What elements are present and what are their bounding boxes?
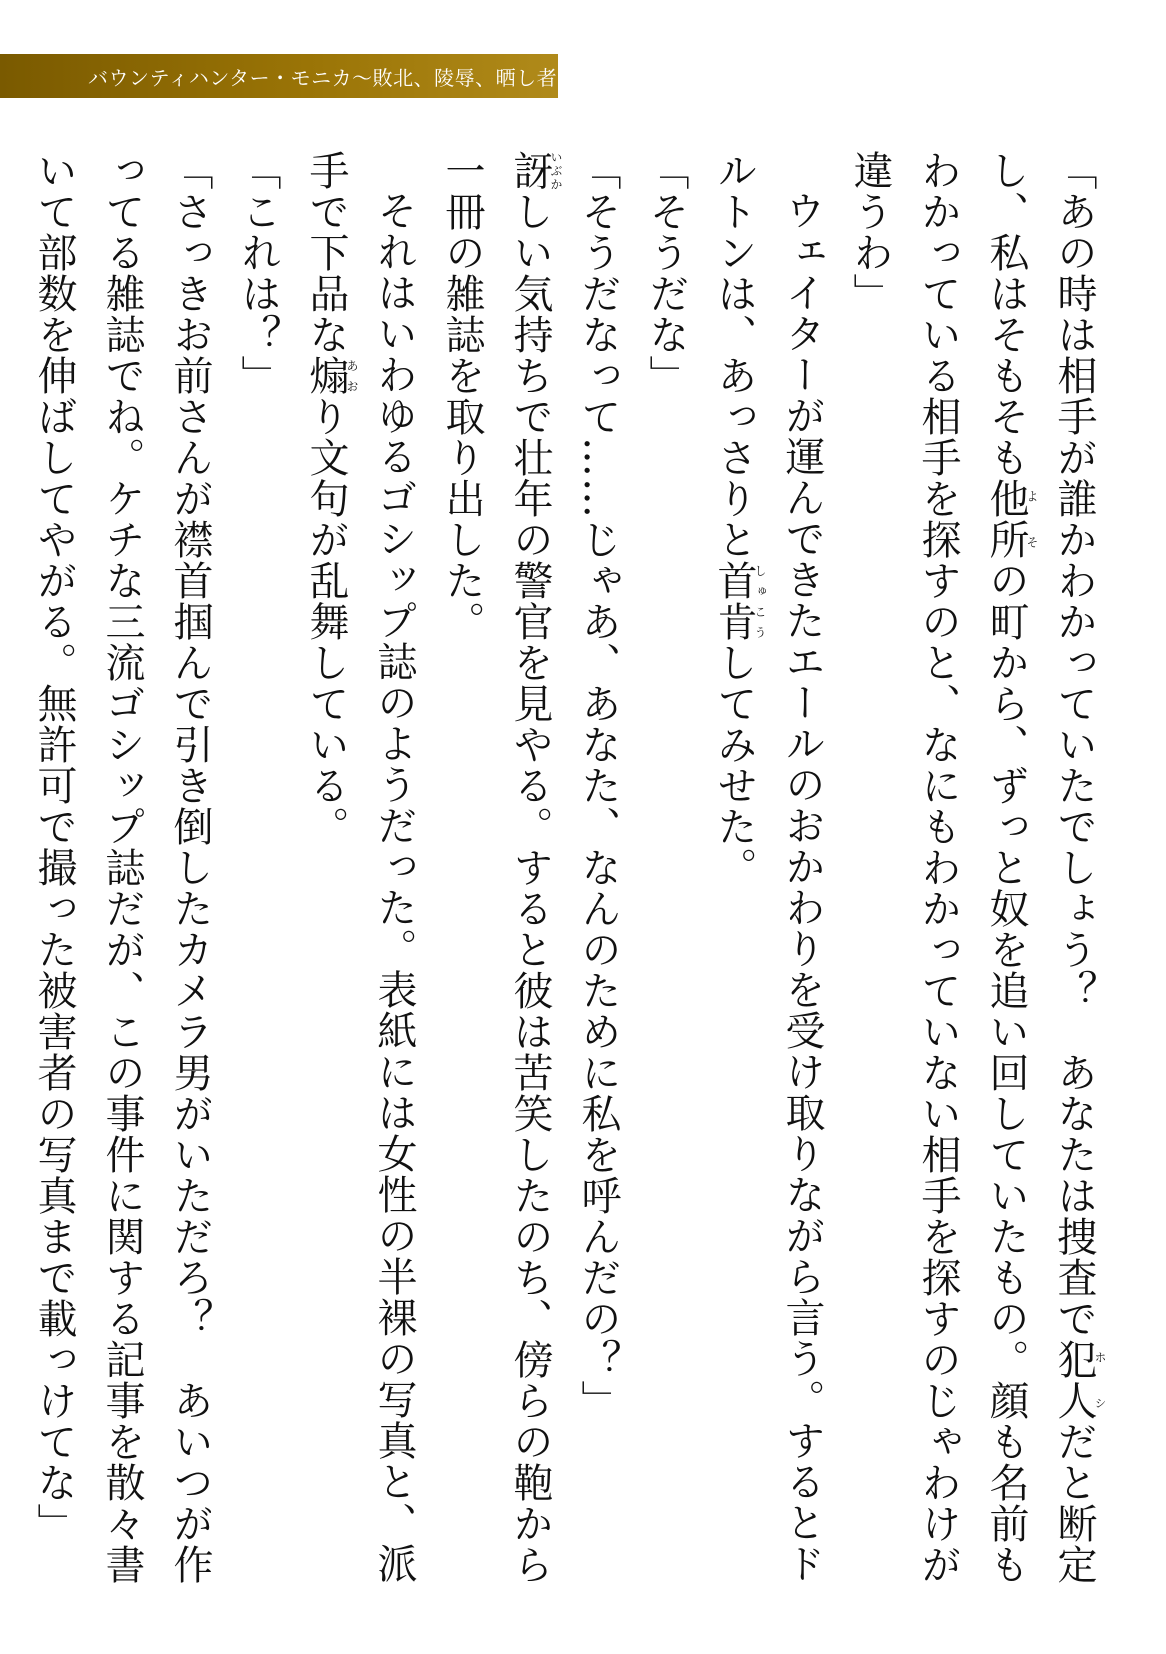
ruby-reading: ホシ [1093, 1339, 1107, 1421]
paragraph [836, 150, 1108, 1620]
ruby-reading: よそ [1025, 478, 1039, 560]
ruby-reading: しゅこう [753, 560, 767, 642]
paragraph [20, 150, 224, 1620]
novel-body-text [31, 150, 1108, 1620]
paragraph [428, 150, 564, 1620]
text-run: の町から、ずっと奴を追い回していたもの。顔も名前もわかっている相手を探すのと、なにもわかっていない相手を探すのじゃわけが違うわ」 [847, 150, 1029, 1585]
furigana-word [1051, 1339, 1107, 1421]
ruby-base: 首肯 [711, 560, 757, 642]
text-run: 「そうだな」 [643, 150, 689, 396]
furigana-word [303, 355, 359, 396]
ruby-base: 訝 [507, 150, 553, 191]
text-run: だと断定し、私はそもそも [983, 150, 1097, 1585]
ruby-base: 他所 [983, 478, 1029, 560]
ruby-base: 犯人 [1051, 1339, 1097, 1421]
text-run: それはいわゆるゴシップ誌のようだった。表紙には女性の半裸の写真と、派手で下品な [303, 150, 417, 1584]
paragraph [632, 150, 700, 1620]
paragraph [564, 150, 632, 1620]
text-run: ウェイターが運んできたエールのおかわりを受け取りながら言う。するとドルトンは、あっさりと [711, 150, 825, 1584]
ruby-reading: あお [345, 355, 359, 396]
furigana-word [507, 150, 563, 191]
header-banner [0, 54, 578, 98]
paragraph [700, 150, 836, 1620]
text-run: 「これは？」 [235, 150, 281, 396]
text-run: しい気持ちで壮年の警官を見やる。すると彼は苦笑したのち、傍らの鞄から一冊の雑誌を取り出した。 [439, 150, 553, 1585]
text-run: 「あの時は相手が誰かわかっていたでしょう？ あなたは捜査で [1051, 150, 1097, 1339]
paragraph [224, 150, 292, 1620]
text-run: 「さっきお前さんが襟首掴んで引き倒したカメラ男がいただろ？ あいつが作ってる雑誌でね。ケチな三流ゴシップ誌だが、この事件に関する記事を散々書いて部数を伸ばしてやがる。無許可で撮った被害者の写真まで載っけてな」 [31, 150, 213, 1585]
text-run: り文句が乱舞している。 [303, 396, 349, 847]
furigana-word [983, 478, 1039, 560]
furigana-word [711, 560, 767, 642]
text-run: 「そうだなって……じゃあ、あなた、なんのために私を呼んだの？」 [575, 150, 621, 1421]
header-title: バウンティハンター・モニカ〜敗北、陵辱、晒し者〜 [88, 65, 578, 90]
paragraph [292, 150, 428, 1620]
text-run: してみせた。 [711, 642, 757, 888]
ruby-base: 煽 [303, 355, 349, 396]
ruby-reading: いぶか [549, 150, 563, 191]
